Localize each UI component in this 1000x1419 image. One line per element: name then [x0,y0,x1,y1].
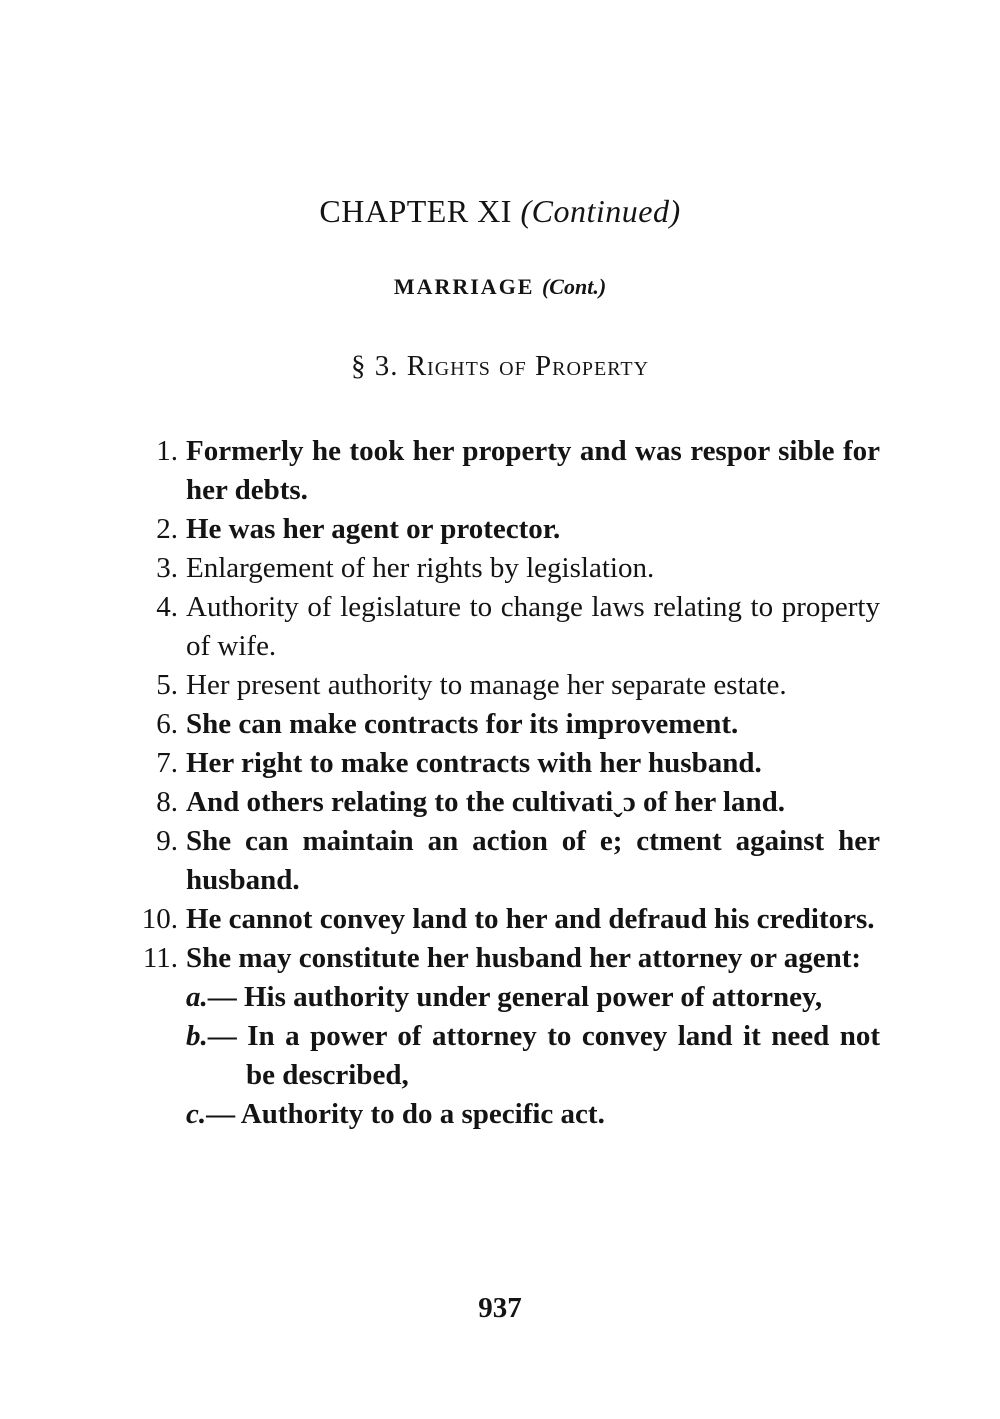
outline-item [100,900,880,939]
subtitle-continued-note: (Cont.) [541,274,607,299]
subitem-letter: a. [186,981,208,1013]
item-number: 3. [156,552,178,584]
item-number: 10. [141,903,178,935]
sub-outline-list [186,978,880,1134]
item-text: And others relating to the cultivatiˬɔ of her land. [186,786,786,818]
subitem-letter: b. [186,1020,208,1052]
item-text: Enlargement of her rights by legislation. [186,552,655,584]
subitem-text: — Authority to do a specific act. [206,1098,605,1130]
outline-item [100,432,880,510]
outline-item [100,666,880,705]
chapter-heading: CHAPTER XI [319,193,512,229]
item-number: 1. [156,435,178,467]
outline-item [100,549,880,588]
item-number: 11. [142,942,178,974]
outline-item [100,510,880,549]
page-number: 937 [478,1292,522,1324]
subitem-text: — His authority under general power of attorney, [207,981,823,1013]
section-title: § 3. Rights of Property [350,350,650,382]
item-number: 5. [156,669,178,701]
sub-outline-item [186,978,880,1017]
item-number: 9. [156,825,178,857]
item-number: 6. [156,708,178,740]
sub-outline-item [186,1017,880,1095]
chapter-title [0,193,1000,230]
chapter-subtitle [0,274,1000,300]
outline-item [100,705,880,744]
item-number: 4. [156,591,178,623]
item-number: 8. [156,786,178,818]
chapter-continued-note: (Continued) [520,193,681,229]
item-number: 2. [156,513,178,545]
item-text: She may constitute her husband her attorney or agent: [186,942,862,974]
outline-item [100,588,880,666]
item-text: Her present authority to manage her separate estate. [186,669,787,701]
outline-item [100,822,880,900]
subtitle-heading: MARRIAGE [393,274,535,299]
subitem-text: — In a power of attorney to convey land it need not be described, [207,1020,880,1091]
subitem-letter: c. [186,1098,207,1130]
outline-item [100,939,880,1134]
item-text: She can maintain an action of e; ctment against her husband. [186,825,880,896]
sub-outline-item [186,1095,880,1134]
item-text: Her right to make contracts with her husband. [186,747,762,779]
item-text: He cannot convey land to her and defraud his creditors. [186,903,875,935]
outline-list [100,432,880,1134]
outline-item [100,744,880,783]
item-text: Formerly he took her property and was respor sible for her debts. [186,435,880,506]
item-text: Authority of legislature to change laws relating to property of wife. [186,591,880,662]
item-text: She can make contracts for its improvement. [186,708,739,740]
item-text: He was her agent or protector. [186,513,561,545]
outline-item [100,783,880,822]
item-number: 7. [156,747,178,779]
